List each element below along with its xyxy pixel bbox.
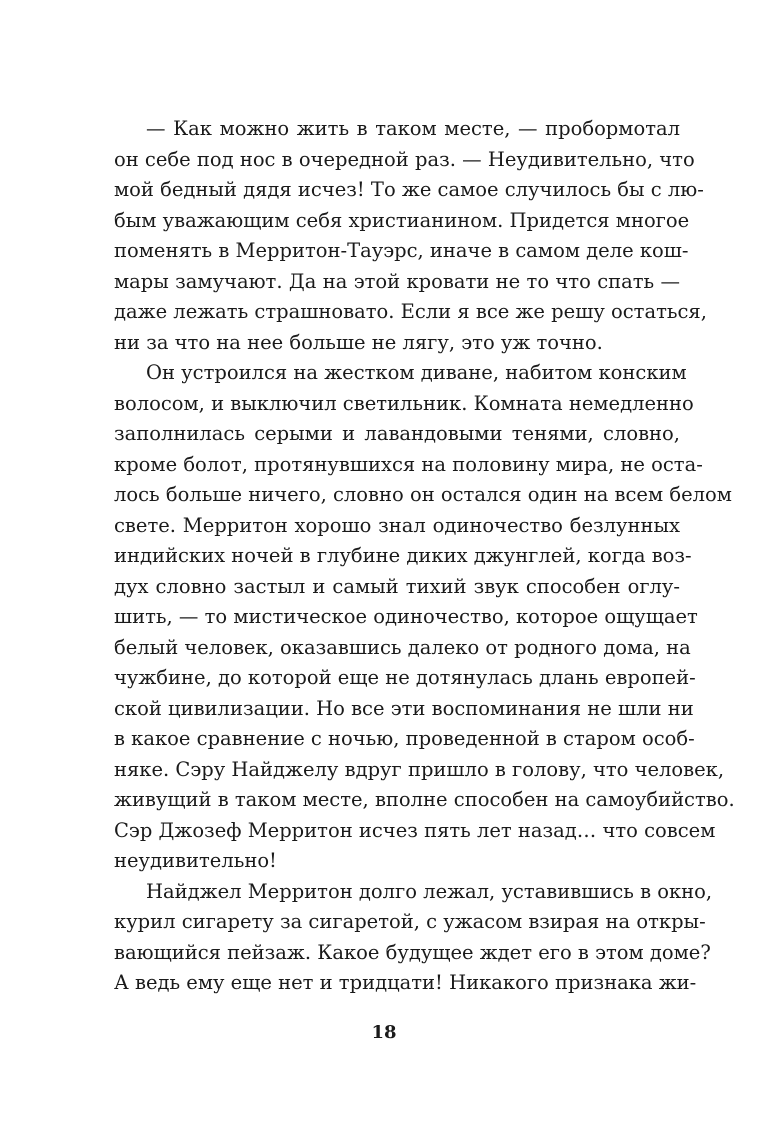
text-line: мой бедный дядя исчез! То же самое случилось бы с лю- — [114, 178, 704, 201]
text-line: — Как можно жить в таком месте, — пробормотал — [146, 117, 680, 140]
text-line: Он устроился на жестком диване, набитом конским — [146, 361, 687, 384]
text-line: неудивительно! — [114, 849, 277, 872]
text-line: А ведь ему еще нет и тридцати! Никакого признака жи- — [114, 971, 697, 994]
text-line: ни за что на нее больше не лягу, это уж точно. — [114, 330, 603, 354]
text-line: чужбине, до которой еще не дотянулась длань европей- — [114, 666, 696, 689]
text-line: индийских ночей в глубине диких джунглей, когда воз- — [114, 544, 692, 567]
text-line: Сэр Джозеф Мерритон исчез пять лет назад… что совсем — [114, 818, 716, 842]
text-line: он себе под нос в очередной раз. — Неудивительно, что — [114, 147, 695, 171]
text-line: Найджел Мерритон долго лежал, уставившись в окно, — [146, 879, 713, 903]
text-line: поменять в Мерритон-Тауэрс, иначе в самом деле кош- — [114, 239, 689, 262]
text-line: кроме болот, протянувшихся на половину мира, не оста- — [114, 452, 703, 476]
text-line: даже лежать страшновато. Если я все же решу остаться, — [114, 300, 707, 323]
text-line: свете. Мерритон хорошо знал одиночество безлунных — [114, 513, 680, 537]
text-line: в какое сравнение с ночью, проведенной в старом особ- — [114, 727, 695, 750]
text-line: дух словно застыл и самый тихий звук способен оглу- — [114, 574, 680, 598]
text-line: курил сигарету за сигаретой, с ужасом взирая на откры- — [114, 910, 706, 933]
text-line: заполнилась серыми и лавандовыми тенями, словно, — [114, 422, 680, 445]
text-line: волосом, и выключил светильник. Комната немедленно — [114, 391, 694, 415]
body-text — [114, 114, 735, 999]
text-line: ской цивилизации. Но все эти воспоминания не шли ни — [114, 696, 694, 720]
text-line: шить, — то мистическое одиночество, которое ощущает — [114, 605, 698, 628]
page-number: 18 — [371, 1022, 397, 1043]
text-line: белый человек, оказавшись далеко от родного дома, на — [114, 635, 691, 659]
text-line: няке. Сэру Найджелу вдруг пришло в голову, что человек, — [114, 757, 725, 781]
text-line: мары замучают. Да на этой кровати не то что спать — — [114, 269, 680, 293]
text-line: вающийся пейзаж. Какое будущее ждет его в этом доме? — [114, 940, 711, 964]
text-line: лось больше ничего, словно он остался один на всем белом — [114, 483, 732, 506]
text-line: живущий в таком месте, вполне способен на самоубийство. — [114, 788, 735, 811]
text-line: бым уважающим себя христианином. Придется многое — [114, 208, 690, 232]
